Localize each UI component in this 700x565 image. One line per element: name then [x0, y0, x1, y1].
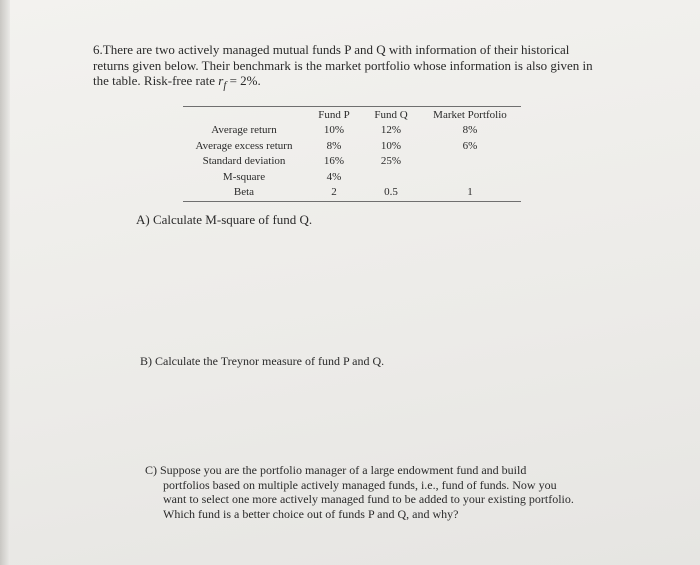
rf-value: = 2%.: [226, 73, 261, 88]
fund-q-value: 12%: [380, 124, 402, 137]
row-label: Standard deviation: [202, 155, 286, 168]
header-fund-q: Fund Q: [374, 108, 408, 121]
header-fund-p: Fund P: [318, 108, 350, 121]
table-row: [183, 154, 521, 170]
fund-p-value: 16%: [323, 155, 345, 168]
intro-line-2: returns given below. Their benchmark is the market portfolio whose information is also given in: [93, 57, 593, 73]
part-c-line-4: Which fund is a better choice out of funds P and Q, and why?: [163, 506, 459, 521]
intro-line-1: 6.There are two actively managed mutual funds P and Q with information of their historical: [93, 42, 570, 57]
part-a-question: A) Calculate M-square of fund Q.: [136, 212, 313, 227]
table-header-row: [183, 107, 521, 124]
part-c-line-2: portfolios based on multiple actively managed funds, i.e., fund of funds. Now you: [163, 477, 557, 492]
table-row: [183, 170, 521, 186]
fund-q-value: [363, 170, 419, 186]
market-value: 1: [419, 185, 521, 201]
row-label: Beta: [183, 185, 305, 201]
row-label: Average return: [211, 124, 277, 137]
part-b-question: B) Calculate the Treynor measure of fund P and Q.: [140, 354, 385, 368]
market-value: [419, 170, 521, 186]
question-intro: [93, 42, 613, 94]
row-label: M-square: [222, 170, 266, 183]
header-market-portfolio: Market Portfolio: [433, 108, 507, 121]
rf-symbol: r: [218, 73, 224, 88]
table-row: [183, 123, 521, 139]
market-value: 6%: [462, 139, 478, 152]
part-c-line-1: C) Suppose you are the portfolio manager of a large endowment fund and build: [145, 463, 527, 477]
header-blank: [183, 107, 305, 124]
fund-p-value: 2: [305, 185, 363, 201]
intro-line-3-text: the table. Risk-free rate: [93, 73, 215, 88]
market-value: [419, 154, 521, 170]
fund-p-value: 10%: [323, 124, 345, 137]
rf-subscript: f: [223, 79, 227, 92]
fund-q-value: 25%: [380, 155, 402, 168]
fund-data-table: [183, 106, 521, 202]
intro-line-3: [93, 73, 613, 94]
market-value: 8%: [462, 124, 478, 137]
fund-p-value: 8%: [326, 139, 342, 152]
part-c-question: [145, 463, 625, 521]
page-edge-shadow: [0, 0, 10, 565]
part-c-line-3: want to select one more actively managed fund to be added to your existing portfolio.: [163, 492, 574, 506]
fund-q-value: 0.5: [363, 185, 419, 201]
table-row: [183, 139, 521, 155]
fund-q-value: 10%: [380, 139, 402, 152]
table-row: [183, 185, 521, 201]
row-label: Average excess return: [195, 139, 293, 152]
fund-p-value: 4%: [326, 170, 342, 183]
